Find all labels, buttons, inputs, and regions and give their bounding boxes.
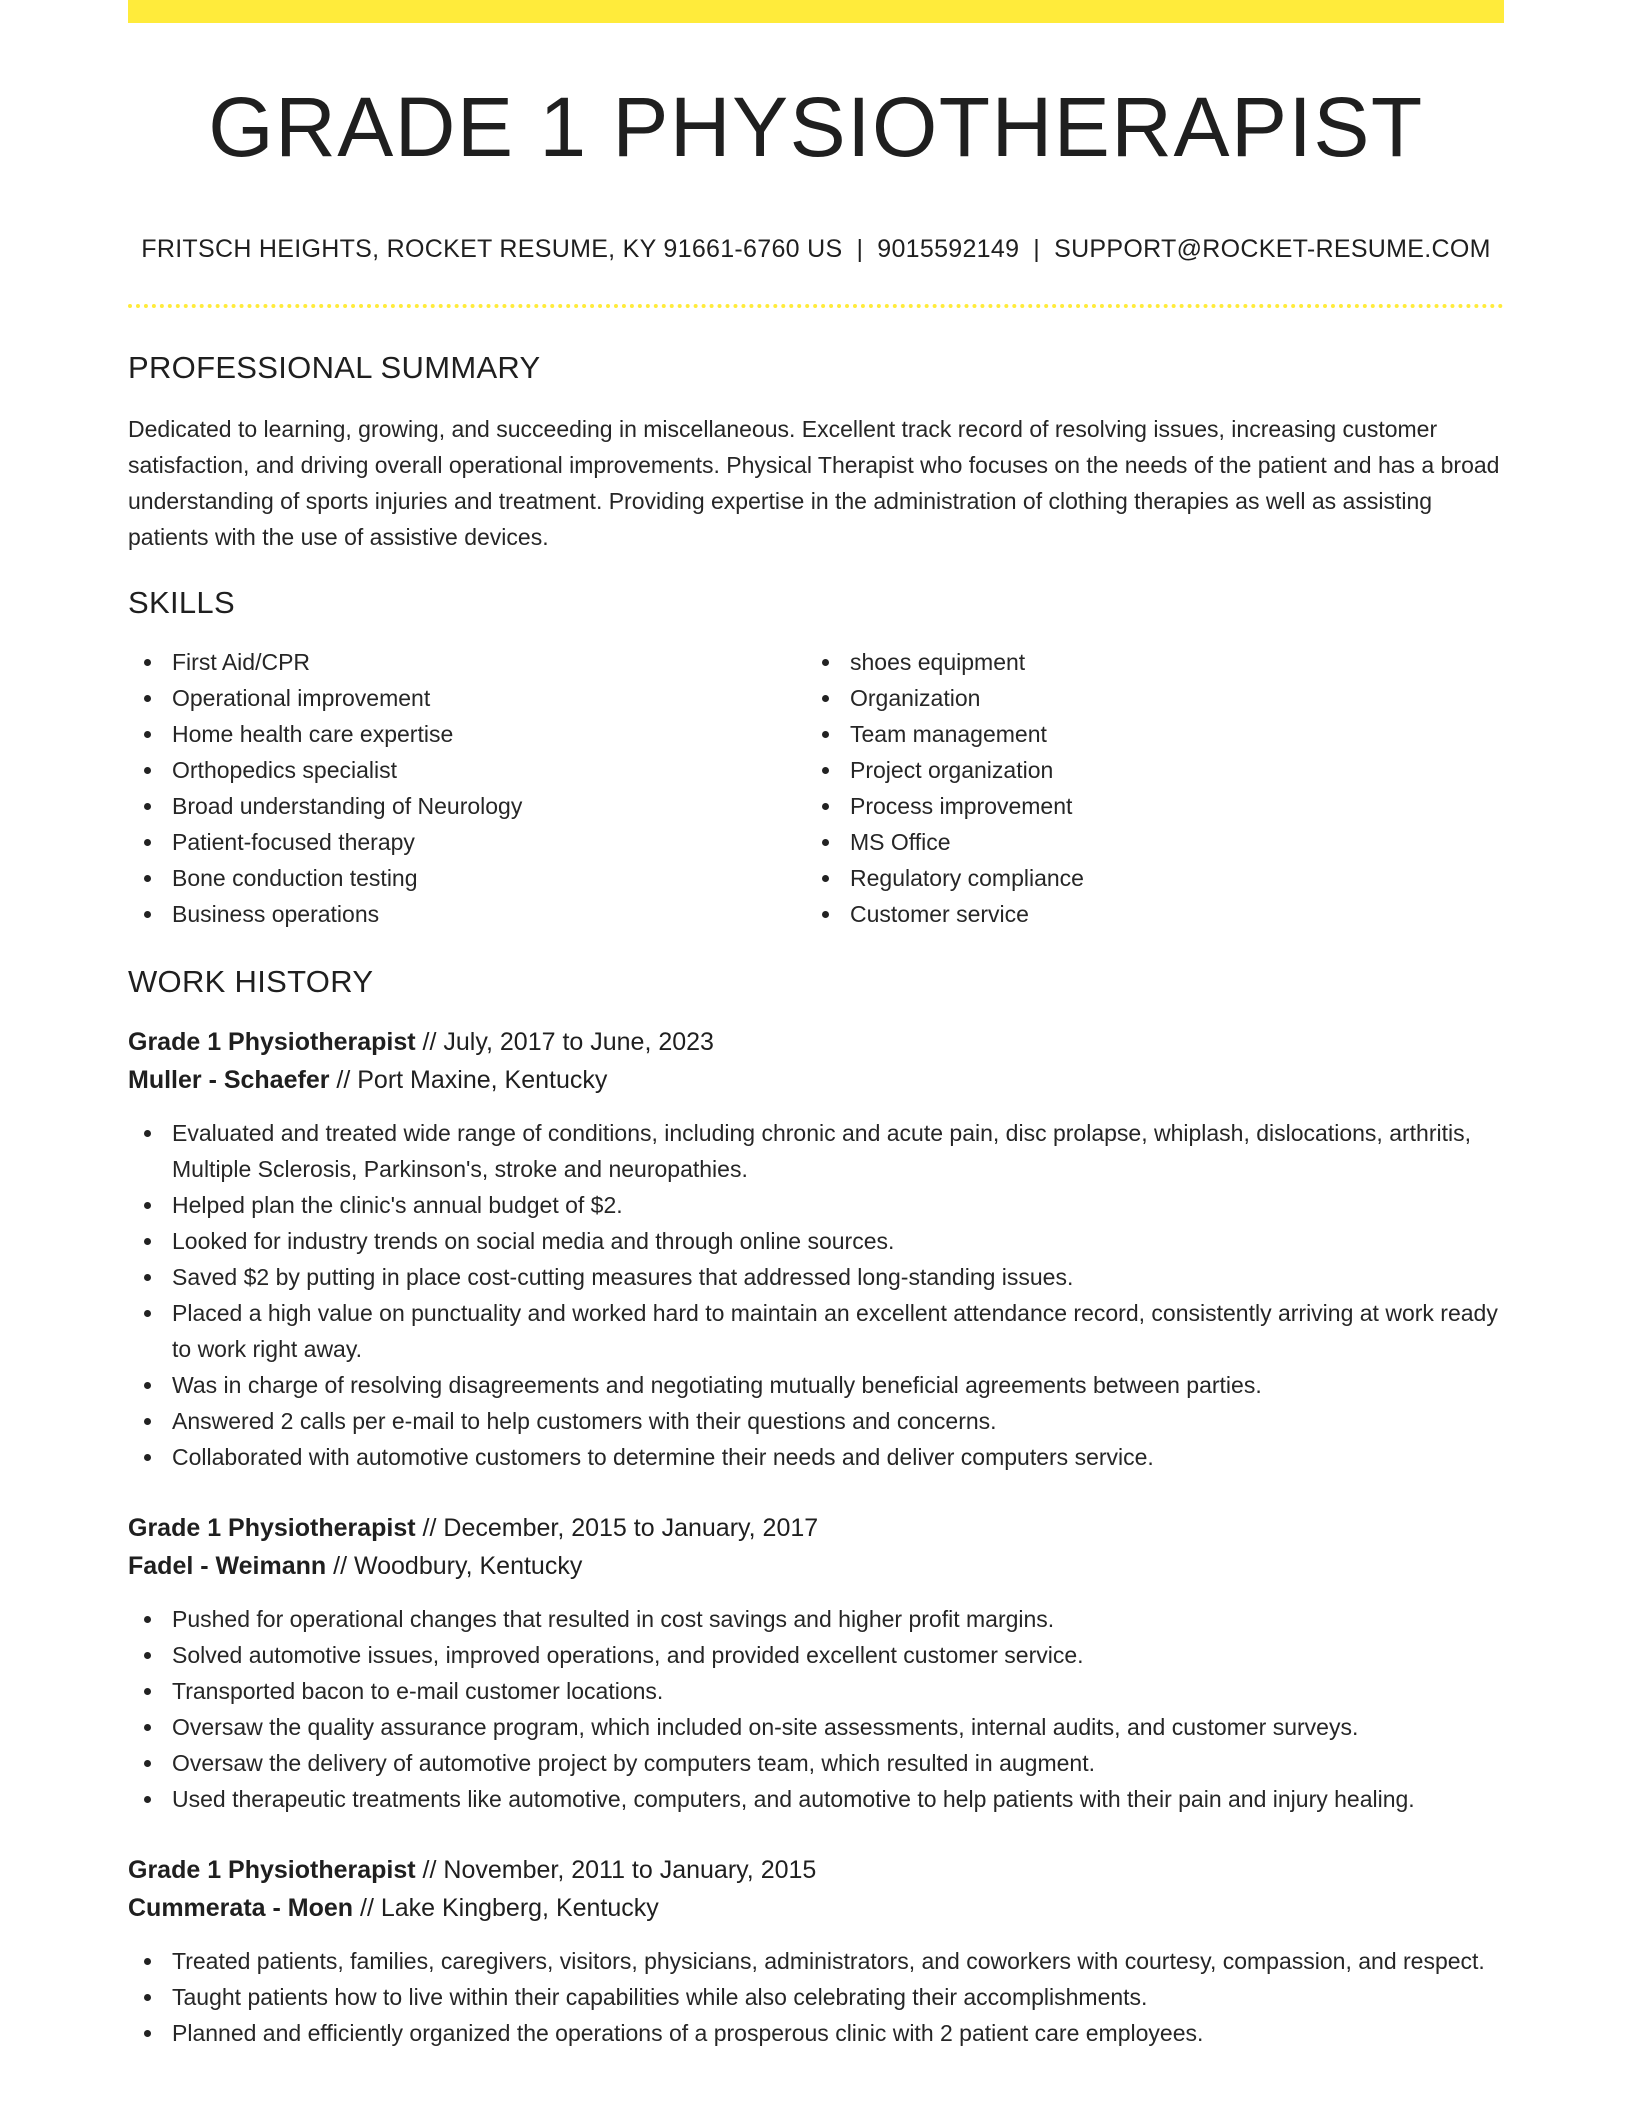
job-title: Grade 1 Physiotherapist (128, 1856, 416, 1884)
job-bullet: Transported bacon to e-mail customer locations. (128, 1673, 1504, 1709)
job-company: Cummerata - Moen (128, 1894, 354, 1922)
skill-item: Process improvement (806, 788, 1484, 824)
job-title-line (128, 1509, 1504, 1547)
job-bullets (128, 1943, 1504, 2051)
skill-item: Bone conduction testing (128, 860, 806, 896)
skill-item: Organization (806, 680, 1484, 716)
job-bullet: Oversaw the quality assurance program, which included on-site assessments, internal audits, and customer surveys. (128, 1709, 1504, 1745)
job-location: // Lake Kingberg, Kentucky (353, 1894, 659, 1922)
job-bullet: Answered 2 calls per e-mail to help customers with their questions and concerns. (128, 1403, 1504, 1439)
job-bullet: Collaborated with automotive customers to determine their needs and deliver computers service. (128, 1439, 1504, 1475)
job-bullets (128, 1601, 1504, 1817)
job-location: // Woodbury, Kentucky (326, 1552, 583, 1580)
skills-heading: SKILLS (128, 585, 235, 620)
skill-item: shoes equipment (806, 644, 1484, 680)
job-bullet: Oversaw the delivery of automotive project by computers team, which resulted in augment. (128, 1745, 1504, 1781)
job-bullet: Placed a high value on punctuality and worked hard to maintain an excellent attendance record, consistently arriving at work ready to work right away. (128, 1295, 1504, 1367)
job-entry (128, 1023, 1504, 1475)
job-location: // Port Maxine, Kentucky (329, 1066, 608, 1094)
skill-item: First Aid/CPR (128, 644, 806, 680)
contact-separator: | (856, 235, 864, 263)
skills-left-list (128, 644, 806, 932)
job-bullet: Used therapeutic treatments like automotive, computers, and automotive to help patients with their pain and injury healing. (128, 1781, 1504, 1817)
skill-item: MS Office (806, 824, 1484, 860)
skills-columns (128, 644, 1504, 932)
contact-address: FRITSCH HEIGHTS, ROCKET RESUME, KY 91661-6760 US (141, 235, 843, 263)
job-bullet: Looked for industry trends on social media and through online sources. (128, 1223, 1504, 1259)
job-dates: // July, 2017 to June, 2023 (415, 1028, 714, 1056)
resume-title: GRADE 1 PHYSIOTHERAPIST (208, 80, 1424, 174)
summary-heading: PROFESSIONAL SUMMARY (128, 350, 541, 385)
skill-item: Business operations (128, 896, 806, 932)
accent-bar (128, 0, 1504, 23)
skill-item: Project organization (806, 752, 1484, 788)
job-bullet: Planned and efficiently organized the operations of a prosperous clinic with 2 patient care employees. (128, 2015, 1504, 2051)
skill-item: Orthopedics specialist (128, 752, 806, 788)
job-dates: // December, 2015 to January, 2017 (415, 1514, 819, 1542)
skill-item: Customer service (806, 896, 1484, 932)
work-history-heading: WORK HISTORY (128, 964, 374, 999)
job-bullet: Solved automotive issues, improved operations, and provided excellent customer service. (128, 1637, 1504, 1673)
job-entry (128, 1509, 1504, 1817)
job-bullet: Was in charge of resolving disagreements and negotiating mutually beneficial agreements between parties. (128, 1367, 1504, 1403)
resume-page (128, 0, 1504, 2051)
job-entry (128, 1851, 1504, 2051)
job-bullet: Evaluated and treated wide range of conditions, including chronic and acute pain, disc prolapse, whiplash, dislocations, arthritis, Multiple Sclerosis, Parkinson's, stroke and neuropathies. (128, 1115, 1504, 1187)
job-title-line (128, 1851, 1504, 1889)
job-title-line (128, 1023, 1504, 1061)
job-company-line (128, 1889, 1504, 1927)
job-company: Muller - Schaefer (128, 1066, 330, 1094)
job-title: Grade 1 Physiotherapist (128, 1028, 416, 1056)
contact-email: SUPPORT@ROCKET-RESUME.COM (1054, 235, 1491, 263)
job-title: Grade 1 Physiotherapist (128, 1514, 416, 1542)
job-company-line (128, 1547, 1504, 1585)
job-bullet: Pushed for operational changes that resulted in cost savings and higher profit margins. (128, 1601, 1504, 1637)
skill-item: Broad understanding of Neurology (128, 788, 806, 824)
skill-item: Patient-focused therapy (128, 824, 806, 860)
job-bullet: Saved $2 by putting in place cost-cutting measures that addressed long-standing issues. (128, 1259, 1504, 1295)
contact-phone: 9015592149 (877, 235, 1020, 263)
contact-separator: | (1033, 235, 1041, 263)
job-bullet: Taught patients how to live within their capabilities while also celebrating their accomplishments. (128, 1979, 1504, 2015)
job-bullet: Treated patients, families, caregivers, visitors, physicians, administrators, and coworkers with courtesy, compassion, and respect. (128, 1943, 1504, 1979)
dotted-divider (128, 304, 1504, 308)
skill-item: Operational improvement (128, 680, 806, 716)
skill-item: Regulatory compliance (806, 860, 1484, 896)
skills-right-list (806, 644, 1484, 932)
job-bullets (128, 1115, 1504, 1475)
job-company: Fadel - Weimann (128, 1552, 327, 1580)
contact-line (128, 235, 1504, 264)
job-dates: // November, 2011 to January, 2015 (415, 1856, 817, 1884)
skill-item: Home health care expertise (128, 716, 806, 752)
skill-item: Team management (806, 716, 1484, 752)
job-bullet: Helped plan the clinic's annual budget of $2. (128, 1187, 1504, 1223)
summary-text: Dedicated to learning, growing, and succeeding in miscellaneous. Excellent track record of resolving issues, increasing customer satisfaction, and driving overall operational improvements. Physical Therapist who focuses on the needs of the patient and has a broad understanding of sports injuries and treatment. Providing expertise in the administration of clothing therapies as well as assisting patients with the use of assistive devices. (128, 416, 1500, 550)
job-company-line (128, 1061, 1504, 1099)
